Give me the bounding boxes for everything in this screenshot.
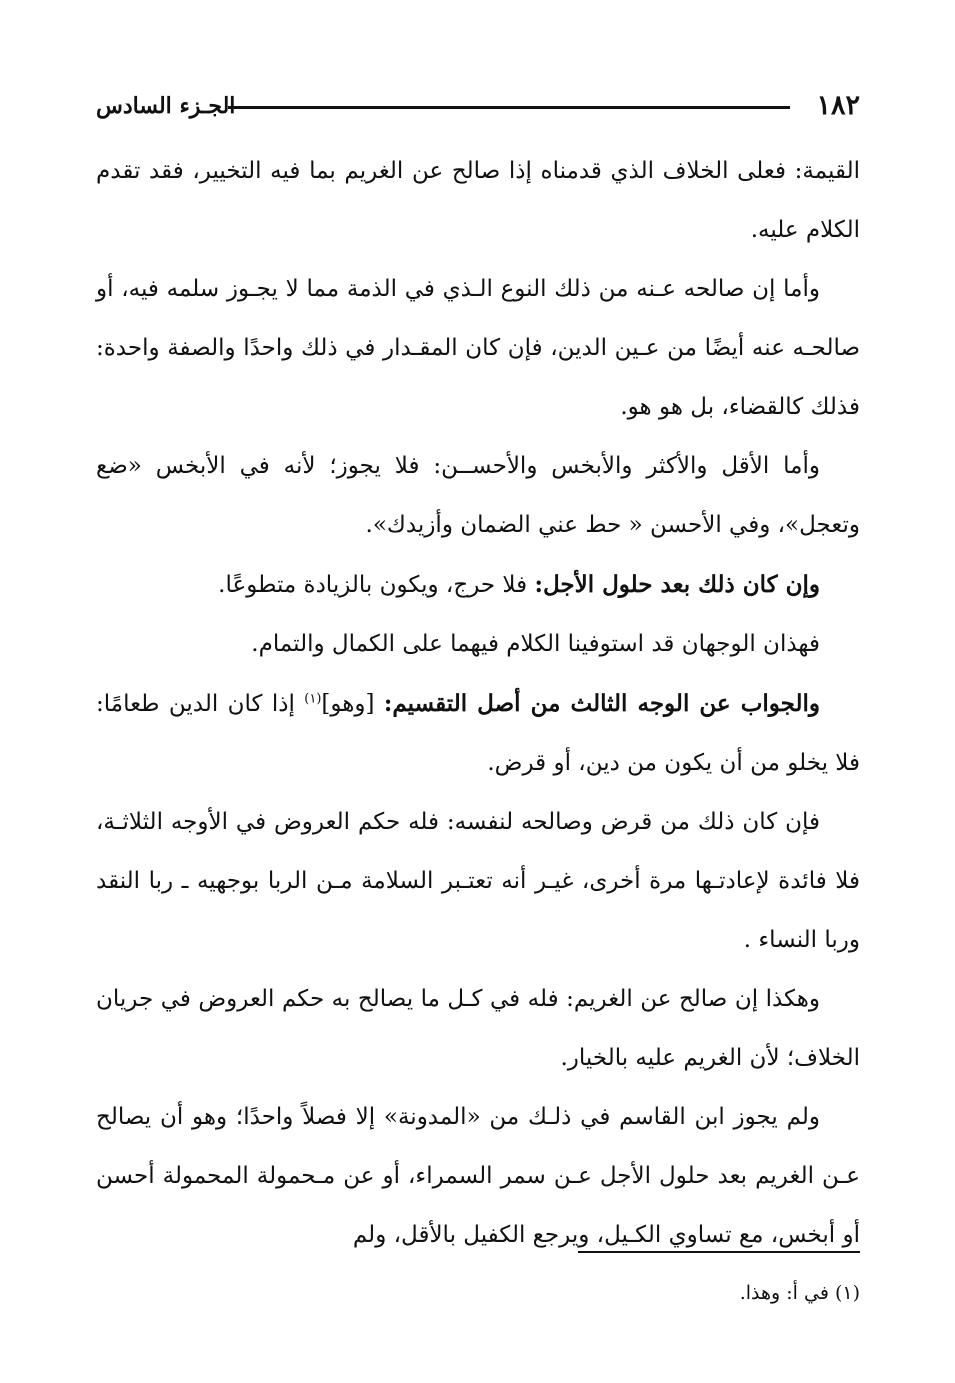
paragraph-text: إذا كان الدين طعامًا: فلا يخلو من أن يكون من دين، أو قرض. <box>96 691 860 776</box>
paragraph-text: وأما الأقل والأكثر والأبخس والأحســن: فلا يجوز؛ لأنه في الأبخس «ضع وتعجل»، وفي الأحسن « حط عني الضمان وأزيدك». <box>96 453 860 538</box>
paragraph-text: فهذان الوجهان قد استوفينا الكلام فيهما على الكمال والتمام. <box>251 631 820 657</box>
paragraph <box>96 970 860 1088</box>
paragraph-text: فإن كان ذلك من قرض وصالحه لنفسه: فله حكم العروض في الأوجه الثلاثـة، فلا فائدة لإعادتـها مرة أخرى، غيـر أنه تعتـبر السلامة مـن الربا بوجهيه ـ ربا النقد وربا النساء . <box>96 809 860 953</box>
footnote-rule <box>578 1251 860 1253</box>
page-number: ١٨٢ <box>816 90 860 121</box>
paragraph <box>96 260 860 437</box>
paragraph <box>96 142 860 260</box>
footnote-reference[interactable]: (١) <box>304 691 322 707</box>
paragraph <box>96 615 860 674</box>
paragraph-text: وهكذا إن صالح عن الغريم: فله في كـل ما يصالح به حكم العروض في جريان الخلاف؛ لأن الغريم عليه بالخيار. <box>96 986 860 1071</box>
paragraph-text: فلا حرج، ويكون بالزيادة متطوعًا. <box>218 572 535 598</box>
paragraph-text: [وهو] <box>321 691 384 717</box>
paragraph <box>96 793 860 970</box>
paragraph <box>96 437 860 555</box>
body-text <box>96 142 860 1265</box>
paragraph-heading: والجواب عن الوجه الثالث من أصل التقسيم: <box>383 690 820 717</box>
paragraph-text: وأما إن صالحه عـنه من ذلك النوع الـذي في الذمة مما لا يجـوز سلمه فيه، أو صالحـه عنه أيضًا من عـين الدين، فإن كان المقـدار في ذلك واحدًا والصفة واحدة: فذلك كالقضاء، بل هو هو. <box>96 276 860 420</box>
footnote-text: (١) في أ: وهذا. <box>739 1282 860 1304</box>
paragraph <box>96 1088 860 1265</box>
paragraph-text: القيمة: فعلى الخلاف الذي قدمناه إذا صالح عن الغريم بما فيه التخيير، فقد تقدم الكلام عليه. <box>96 158 860 243</box>
page-header <box>96 86 860 126</box>
paragraph-heading: وإن كان ذلك بعد حلول الأجل: <box>534 571 820 598</box>
paragraph <box>96 555 860 615</box>
footnote <box>96 1278 860 1308</box>
paragraph <box>96 674 860 793</box>
running-title: الجـزء السادس <box>96 93 236 119</box>
paragraph-text: ولم يجوز ابن القاسم في ذلـك من «المدونة» إلا فصلاً واحدًا؛ وهو أن يصالح عـن الغريم بعد حلول الأجل عـن سمر السمراء، أو عن مـحمولة المحمولة أحسن أو أبخس، مع تساوي الكـيل، ويرجع الكفيل بالأقل، ولم <box>96 1104 860 1248</box>
header-rule <box>228 106 790 109</box>
